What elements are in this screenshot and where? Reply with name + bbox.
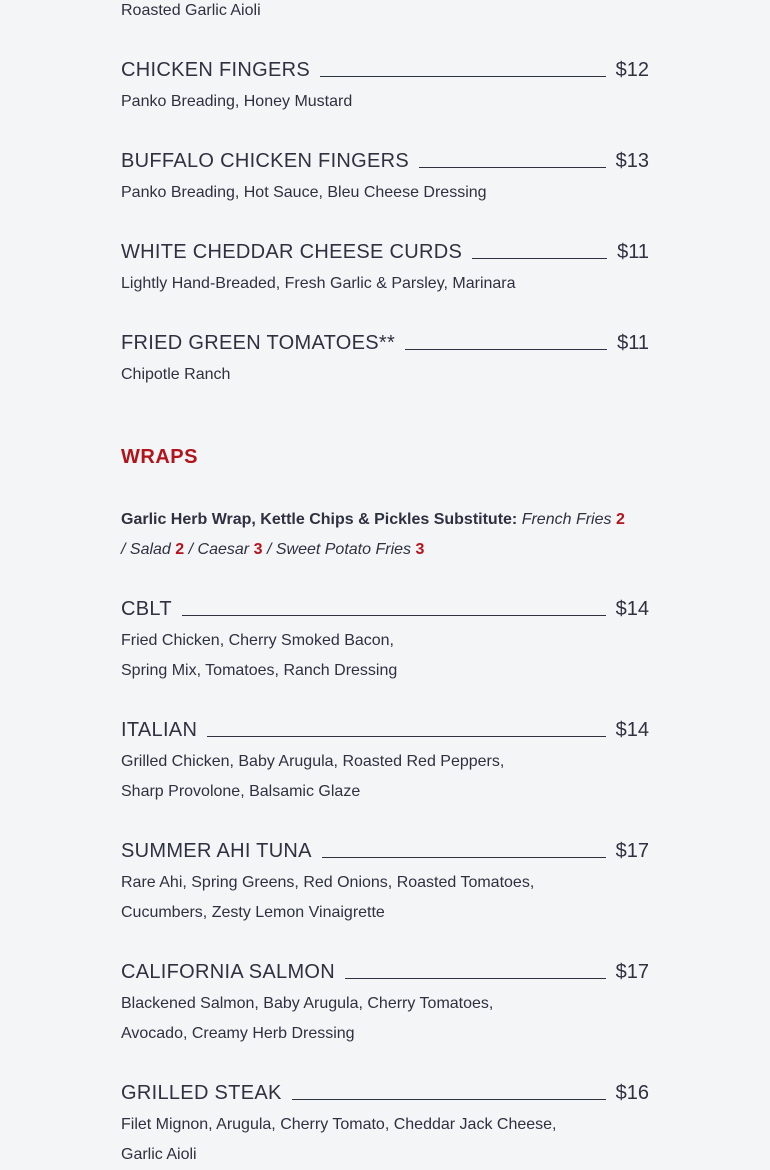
item-description: Grilled Chicken, Baby Arugula, Roasted Red Peppers, [121, 753, 505, 770]
item-price: $11 [617, 241, 649, 263]
item-description: Roasted Garlic Aioli [121, 2, 261, 19]
item-name: CHICKEN FINGERS [121, 59, 310, 81]
item-description: Panko Breading, Honey Mustard [121, 93, 353, 110]
item-name: SUMMER AHI TUNA [121, 840, 312, 862]
leader-line [320, 75, 606, 77]
option-price: 3 [415, 541, 425, 558]
menu-item-buffalo-chicken-fingers [121, 143, 649, 173]
item-description: Spring Mix, Tomatoes, Ranch Dressing [121, 662, 398, 679]
menu-item-summer-ahi-tuna [121, 833, 649, 863]
leader-line [472, 257, 607, 259]
item-price: $12 [615, 59, 649, 81]
item-name: CALIFORNIA SALMON [121, 961, 336, 983]
separator: / [121, 541, 126, 558]
leader-line [207, 735, 605, 737]
item-description: Cucumbers, Zesty Lemon Vinaigrette [121, 904, 385, 921]
leader-line [182, 614, 606, 616]
item-name: FRIED GREEN TOMATOES** [121, 332, 396, 354]
menu-item-italian [121, 712, 649, 742]
item-name: BUFFALO CHICKEN FINGERS [121, 150, 410, 172]
menu-item-chicken-fingers [121, 52, 649, 82]
item-name: ITALIAN [121, 719, 198, 741]
item-name: CBLT [121, 598, 172, 620]
section-title: WRAPS [121, 446, 198, 468]
substitute-note [121, 505, 631, 565]
item-description: Chipotle Ranch [121, 366, 231, 383]
item-description: Sharp Provolone, Balsamic Glaze [121, 783, 361, 800]
item-price: $13 [615, 150, 649, 172]
option-price: 3 [253, 541, 263, 558]
menu-item-grilled-steak [121, 1075, 649, 1105]
item-description: Lightly Hand-Breaded, Fresh Garlic & Parsley, Marinara [121, 275, 516, 292]
item-price: $14 [615, 598, 649, 620]
menu-item-cheese-curds [121, 234, 649, 264]
item-description: Garlic Aioli [121, 1146, 197, 1163]
item-description: Filet Mignon, Arugula, Cherry Tomato, Cheddar Jack Cheese, [121, 1116, 557, 1133]
item-description: Avocado, Creamy Herb Dressing [121, 1025, 355, 1042]
item-description: Rare Ahi, Spring Greens, Red Onions, Roasted Tomatoes, [121, 874, 535, 891]
item-price: $17 [615, 840, 649, 862]
separator: / [266, 541, 272, 558]
item-description: Panko Breading, Hot Sauce, Bleu Cheese Dressing [121, 184, 487, 201]
option-name: Caesar [197, 541, 250, 558]
item-description: Fried Chicken, Cherry Smoked Bacon, [121, 632, 394, 649]
menu-item-fried-green-tomatoes [121, 325, 649, 355]
note-intro: Garlic Herb Wrap, Kettle Chips & Pickles Substitute: [121, 511, 518, 528]
item-price: $11 [617, 332, 649, 354]
leader-line [292, 1098, 606, 1100]
item-name: WHITE CHEDDAR CHEESE CURDS [121, 241, 463, 263]
option-price: 2 [615, 511, 625, 528]
option-price: 2 [175, 541, 185, 558]
item-price: $16 [615, 1082, 649, 1104]
item-name: GRILLED STEAK [121, 1082, 282, 1104]
menu-item-cblt [121, 591, 649, 621]
leader-line [345, 977, 606, 979]
menu-item-california-salmon [121, 954, 649, 984]
item-price: $17 [615, 961, 649, 983]
leader-line [405, 348, 607, 350]
item-price: $14 [615, 719, 649, 741]
option-name: French Fries [521, 511, 612, 528]
option-name: Sweet Potato Fries [275, 541, 412, 558]
option-name: Salad [129, 541, 171, 558]
leader-line [322, 856, 606, 858]
leader-line [419, 166, 606, 168]
separator: / [188, 541, 194, 558]
item-description: Blackened Salmon, Baby Arugula, Cherry Tomatoes, [121, 995, 494, 1012]
